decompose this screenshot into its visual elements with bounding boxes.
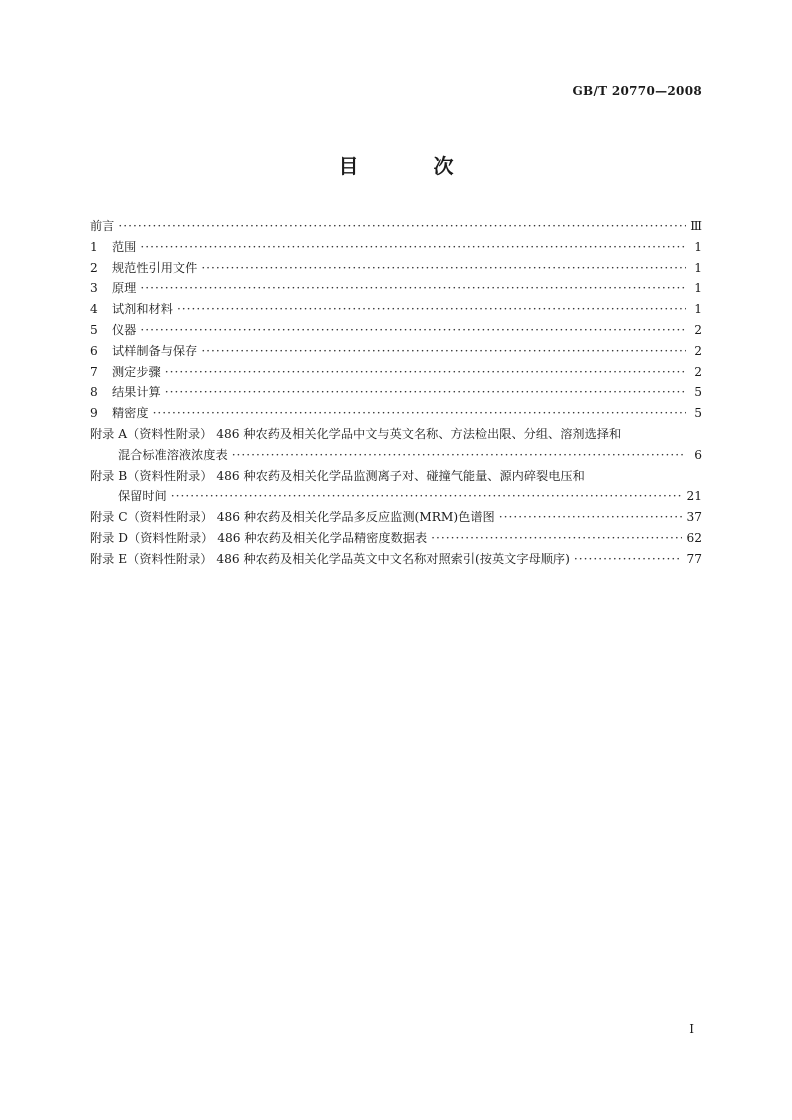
toc-entry-number: 4: [90, 302, 98, 317]
toc-page-number: 2: [694, 364, 702, 379]
toc-annex-entry[interactable]: [90, 508, 702, 529]
toc-leader: [118, 219, 686, 233]
toc-leader: [499, 510, 683, 524]
toc-leader: [171, 489, 683, 503]
toc-annex-entry[interactable]: [90, 467, 702, 488]
toc-entry[interactable]: [90, 300, 702, 321]
toc-entry[interactable]: [90, 279, 702, 300]
toc-annex-entry[interactable]: [90, 425, 702, 446]
toc-leader: [431, 531, 682, 545]
toc-entry-label: 附录 C（资料性附录） 486 种农药及相关化学品多反应监测(MRM)色谱图: [90, 510, 495, 525]
toc-entry-label: 范围: [112, 239, 137, 254]
table-of-contents: [90, 217, 702, 571]
toc-page-number: 2: [694, 343, 702, 358]
toc-entry-number: 1: [90, 239, 98, 254]
toc-page-number: 62: [686, 530, 702, 545]
toc-page-number: 1: [694, 302, 702, 317]
standard-code: GB/T 20770—2008: [572, 84, 702, 98]
toc-leader: [165, 365, 686, 379]
toc-leader: [201, 261, 686, 275]
toc-page-number: Ⅲ: [690, 219, 702, 233]
toc-page-number: 5: [694, 406, 702, 421]
toc-page-number: 5: [694, 385, 702, 400]
toc-entry-label: 规范性引用文件: [112, 260, 198, 275]
toc-entry-label: 精密度: [112, 406, 149, 421]
toc-entry-label: 测定步骤: [112, 364, 161, 379]
toc-entry-label: 前言: [90, 219, 115, 233]
toc-entry-label: 附录 E（资料性附录） 486 种农药及相关化学品英文中文名称对照索引(按英文字母顺序): [90, 551, 570, 566]
toc-entry-label: 试样制备与保存: [112, 343, 198, 358]
toc-entry[interactable]: [90, 342, 702, 363]
toc-entry[interactable]: [90, 363, 702, 384]
toc-leader: [153, 406, 686, 420]
toc-entry-label: 结果计算: [112, 385, 161, 400]
toc-entry-label: 附录 A（资料性附录） 486 种农药及相关化学品中文与英文名称、方法检出限、分组、溶剂选择和: [90, 426, 622, 441]
toc-leader: [201, 344, 686, 358]
toc-entry[interactable]: [90, 238, 702, 259]
toc-page-number: 2: [694, 322, 702, 337]
page-folio: I: [689, 1022, 694, 1036]
toc-entry-number: 3: [90, 281, 98, 296]
toc-page-number: 1: [694, 239, 702, 254]
toc-entry-number: 9: [90, 406, 98, 421]
toc-page-number: 1: [694, 260, 702, 275]
toc-entry-label: 原理: [112, 281, 137, 296]
toc-page-number: 77: [686, 551, 702, 566]
toc-annex-entry-continued[interactable]: [90, 446, 702, 467]
toc-leader: [140, 281, 686, 295]
toc-entry-label: 仪器: [112, 322, 137, 337]
toc-entry-label: 附录 D（资料性附录） 486 种农药及相关化学品精密度数据表: [90, 530, 428, 545]
toc-leader: [140, 323, 686, 337]
toc-annex-entry-continued[interactable]: [90, 487, 702, 508]
toc-entry[interactable]: [90, 321, 702, 342]
toc-entry[interactable]: [90, 383, 702, 404]
toc-page-number: 21: [686, 489, 702, 504]
toc-page-number: 6: [694, 447, 702, 462]
toc-entry[interactable]: [90, 217, 702, 238]
toc-leader: [574, 552, 683, 566]
toc-annex-entry[interactable]: [90, 529, 702, 550]
toc-leader: [165, 385, 686, 399]
toc-page-number: 37: [686, 510, 702, 525]
toc-entry-number: 6: [90, 343, 98, 358]
toc-entry-label: 试剂和材料: [112, 302, 173, 317]
toc-entry[interactable]: [90, 404, 702, 425]
toc-entry-label: 附录 B（资料性附录） 486 种农药及相关化学品监测离子对、碰撞气能量、源内碎裂电压和: [90, 468, 585, 483]
toc-page-number: 1: [694, 281, 702, 296]
toc-entry[interactable]: [90, 259, 702, 280]
toc-entry-number: 2: [90, 260, 98, 275]
toc-entry-number: 8: [90, 385, 98, 400]
toc-entry-label: 混合标准溶液浓度表: [118, 447, 228, 462]
toc-entry-label: 保留时间: [118, 489, 167, 504]
toc-annex-entry[interactable]: [90, 550, 702, 571]
toc-entry-number: 5: [90, 322, 98, 337]
toc-leader: [232, 448, 686, 462]
toc-entry-number: 7: [90, 364, 98, 379]
toc-leader: [177, 302, 686, 316]
page-title: 目 次: [338, 154, 488, 178]
toc-leader: [140, 240, 686, 254]
